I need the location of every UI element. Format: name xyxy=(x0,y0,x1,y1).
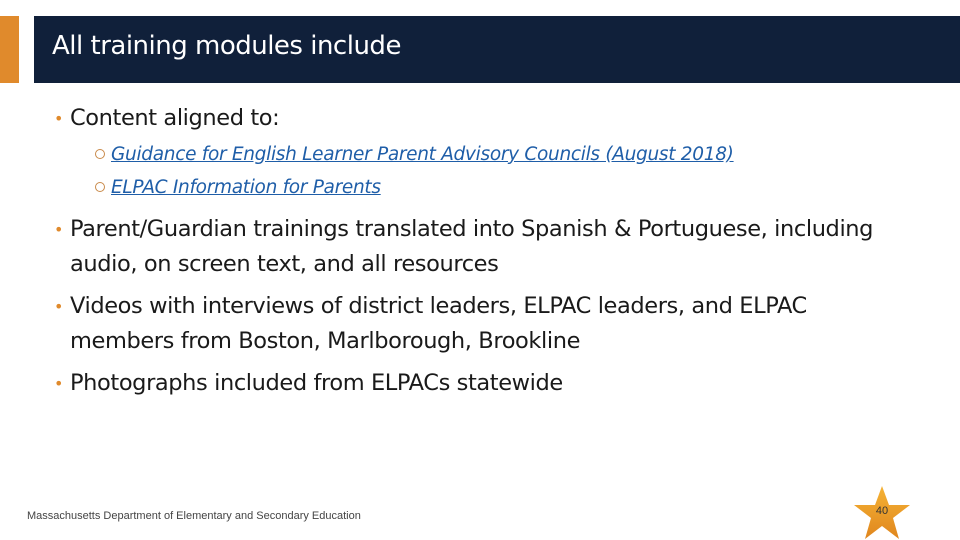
subitem-elpac-info xyxy=(95,171,381,204)
bullet-icon: • xyxy=(54,297,64,316)
circle-bullet-icon xyxy=(95,182,105,192)
bullet-photographs: • Photographs included from ELPACs statewide xyxy=(54,366,904,401)
bullet-icon: • xyxy=(54,374,64,393)
bullet-icon: • xyxy=(54,109,64,128)
guidance-link[interactable]: Guidance for English Learner Parent Advisory Councils (August 2018) xyxy=(111,144,734,165)
slide-title: All training modules include xyxy=(52,31,401,61)
title-bar xyxy=(34,16,960,83)
bullet-translations: • Parent/Guardian trainings translated into Spanish & Portuguese, including audio, on screen text, and all resources xyxy=(54,212,904,282)
bullet-videos: • Videos with interviews of district leaders, ELPAC leaders, and ELPAC members from Boston, Marlborough, Brookline xyxy=(54,289,914,359)
footer-text: Massachusetts Department of Elementary and Secondary Education xyxy=(27,510,361,522)
elpac-info-link[interactable]: ELPAC Information for Parents xyxy=(111,177,381,198)
page-number: 40 xyxy=(875,505,889,517)
bullet-content-aligned: • Content aligned to: xyxy=(54,101,904,136)
bullet-icon: • xyxy=(54,220,64,239)
circle-bullet-icon xyxy=(95,149,105,159)
accent-bar xyxy=(0,16,19,83)
subitem-guidance xyxy=(95,138,734,171)
